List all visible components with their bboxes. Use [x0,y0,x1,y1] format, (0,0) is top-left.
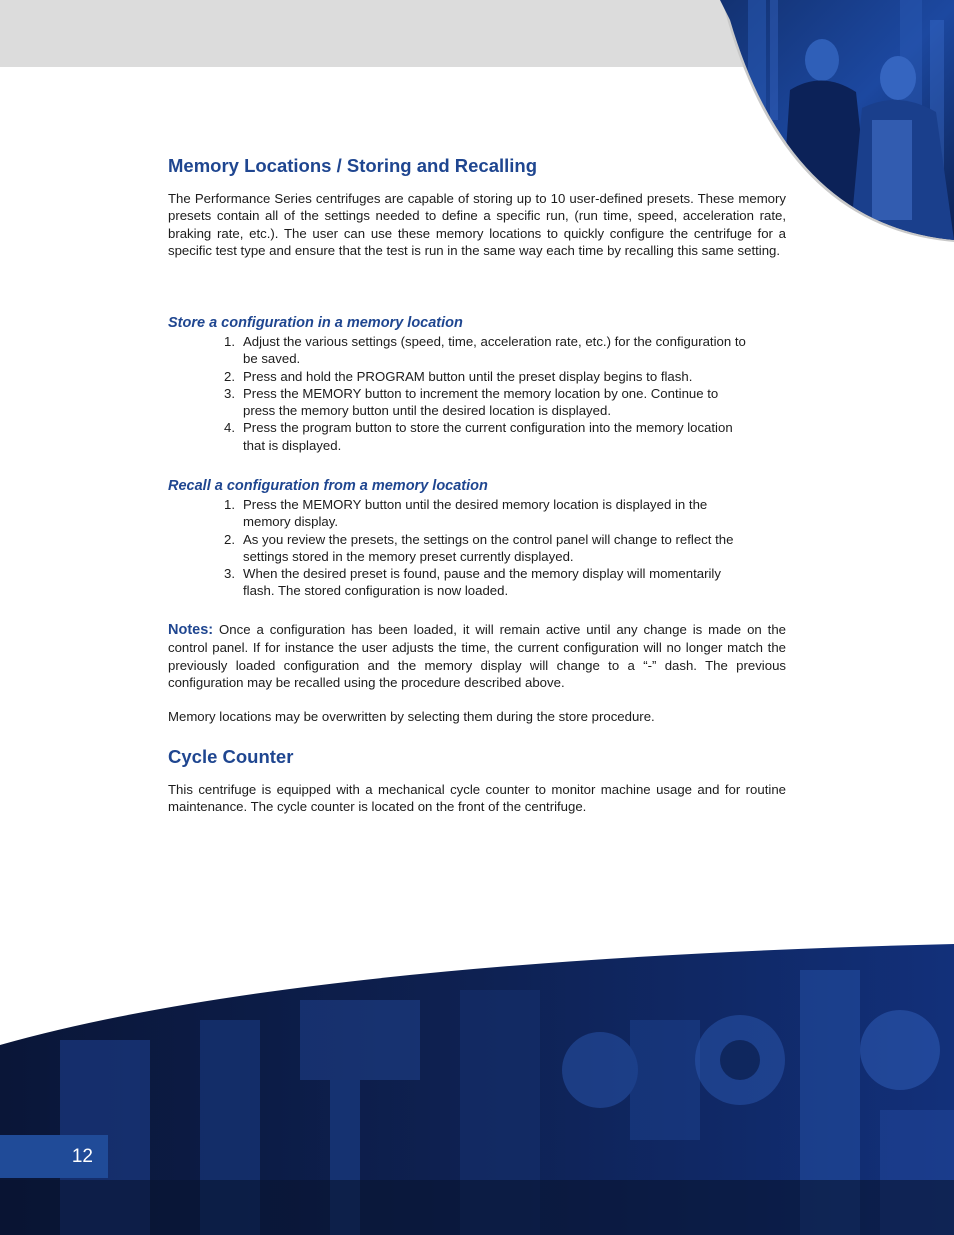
cycle-counter-paragraph: This centrifuge is equipped with a mechanical cycle counter to monitor machine usage and for routine maintenance. The cycle counter is located on the front of the centrifuge. [168,782,786,815]
step-text: Press and hold the PROGRAM button until the preset display begins to flash. [243,368,693,384]
list-item [224,419,754,454]
step-number: 2. [224,368,235,384]
overwrite-note-paragraph: Memory locations may be overwritten by selecting them during the store procedure. [168,709,655,724]
step-number: 4. [224,420,235,436]
step-text: Press the MEMORY button until the desired memory location is displayed in the memory display. [243,497,708,530]
step-text: As you review the presets, the settings on the control panel will change to reflect the settings stored in the memory preset currently displayed. [243,531,734,564]
notes-paragraph [168,621,786,691]
memory-intro-paragraph: The Performance Series centrifuges are capable of storing up to 10 user-defined presets. These memory presets contain all of the settings needed to define a specific run, (run time, speed, acceleration rate, braking rate, etc.). The user can use these memory locations to quickly configure the centrifuge for a specific test type and ensure that the test is run in the same way each time by recalling this same setting. [168,191,786,258]
store-steps-list [224,333,754,454]
step-text: When the desired preset is found, pause and the memory display will momentarily flash. The stored configuration is now loaded. [243,566,721,599]
step-text: Press the program button to store the current configuration into the memory location that is displayed. [243,420,733,453]
list-item [224,333,754,368]
list-item [224,496,754,531]
notes-label: Notes: [168,622,214,638]
recall-steps-list [224,496,754,600]
list-item [224,531,754,566]
page-number: 12 [0,1135,108,1178]
notes-text: Once a configuration has been loaded, it will remain active until any change is made on the control panel. If for instance the user adjusts the time, the current configuration will no longer match the previously loaded configuration and the memory display will change to a “-” dash. The previous configuration may be recalled using the procedure described above. [168,622,786,690]
list-item [224,385,754,420]
list-item [224,565,754,600]
step-number: 2. [224,531,235,547]
section-title-cycle-counter: Cycle Counter [168,746,294,767]
section-title-memory: Memory Locations / Storing and Recalling [168,155,538,176]
step-number: 1. [224,497,235,512]
step-text: Adjust the various settings (speed, time, acceleration rate, etc.) for the configuration to be saved. [243,334,746,367]
footer-photo-image [0,930,954,1235]
step-number: 3. [224,566,235,582]
subsection-title-recall: Recall a configuration from a memory location [168,478,488,494]
step-text: Press the MEMORY button to increment the memory location by one. Continue to press the memory button until the desired location is displayed. [243,385,719,419]
step-number: 3. [224,385,235,401]
list-item [224,368,754,385]
step-number: 1. [224,334,235,349]
subsection-title-store: Store a configuration in a memory location [168,315,463,331]
